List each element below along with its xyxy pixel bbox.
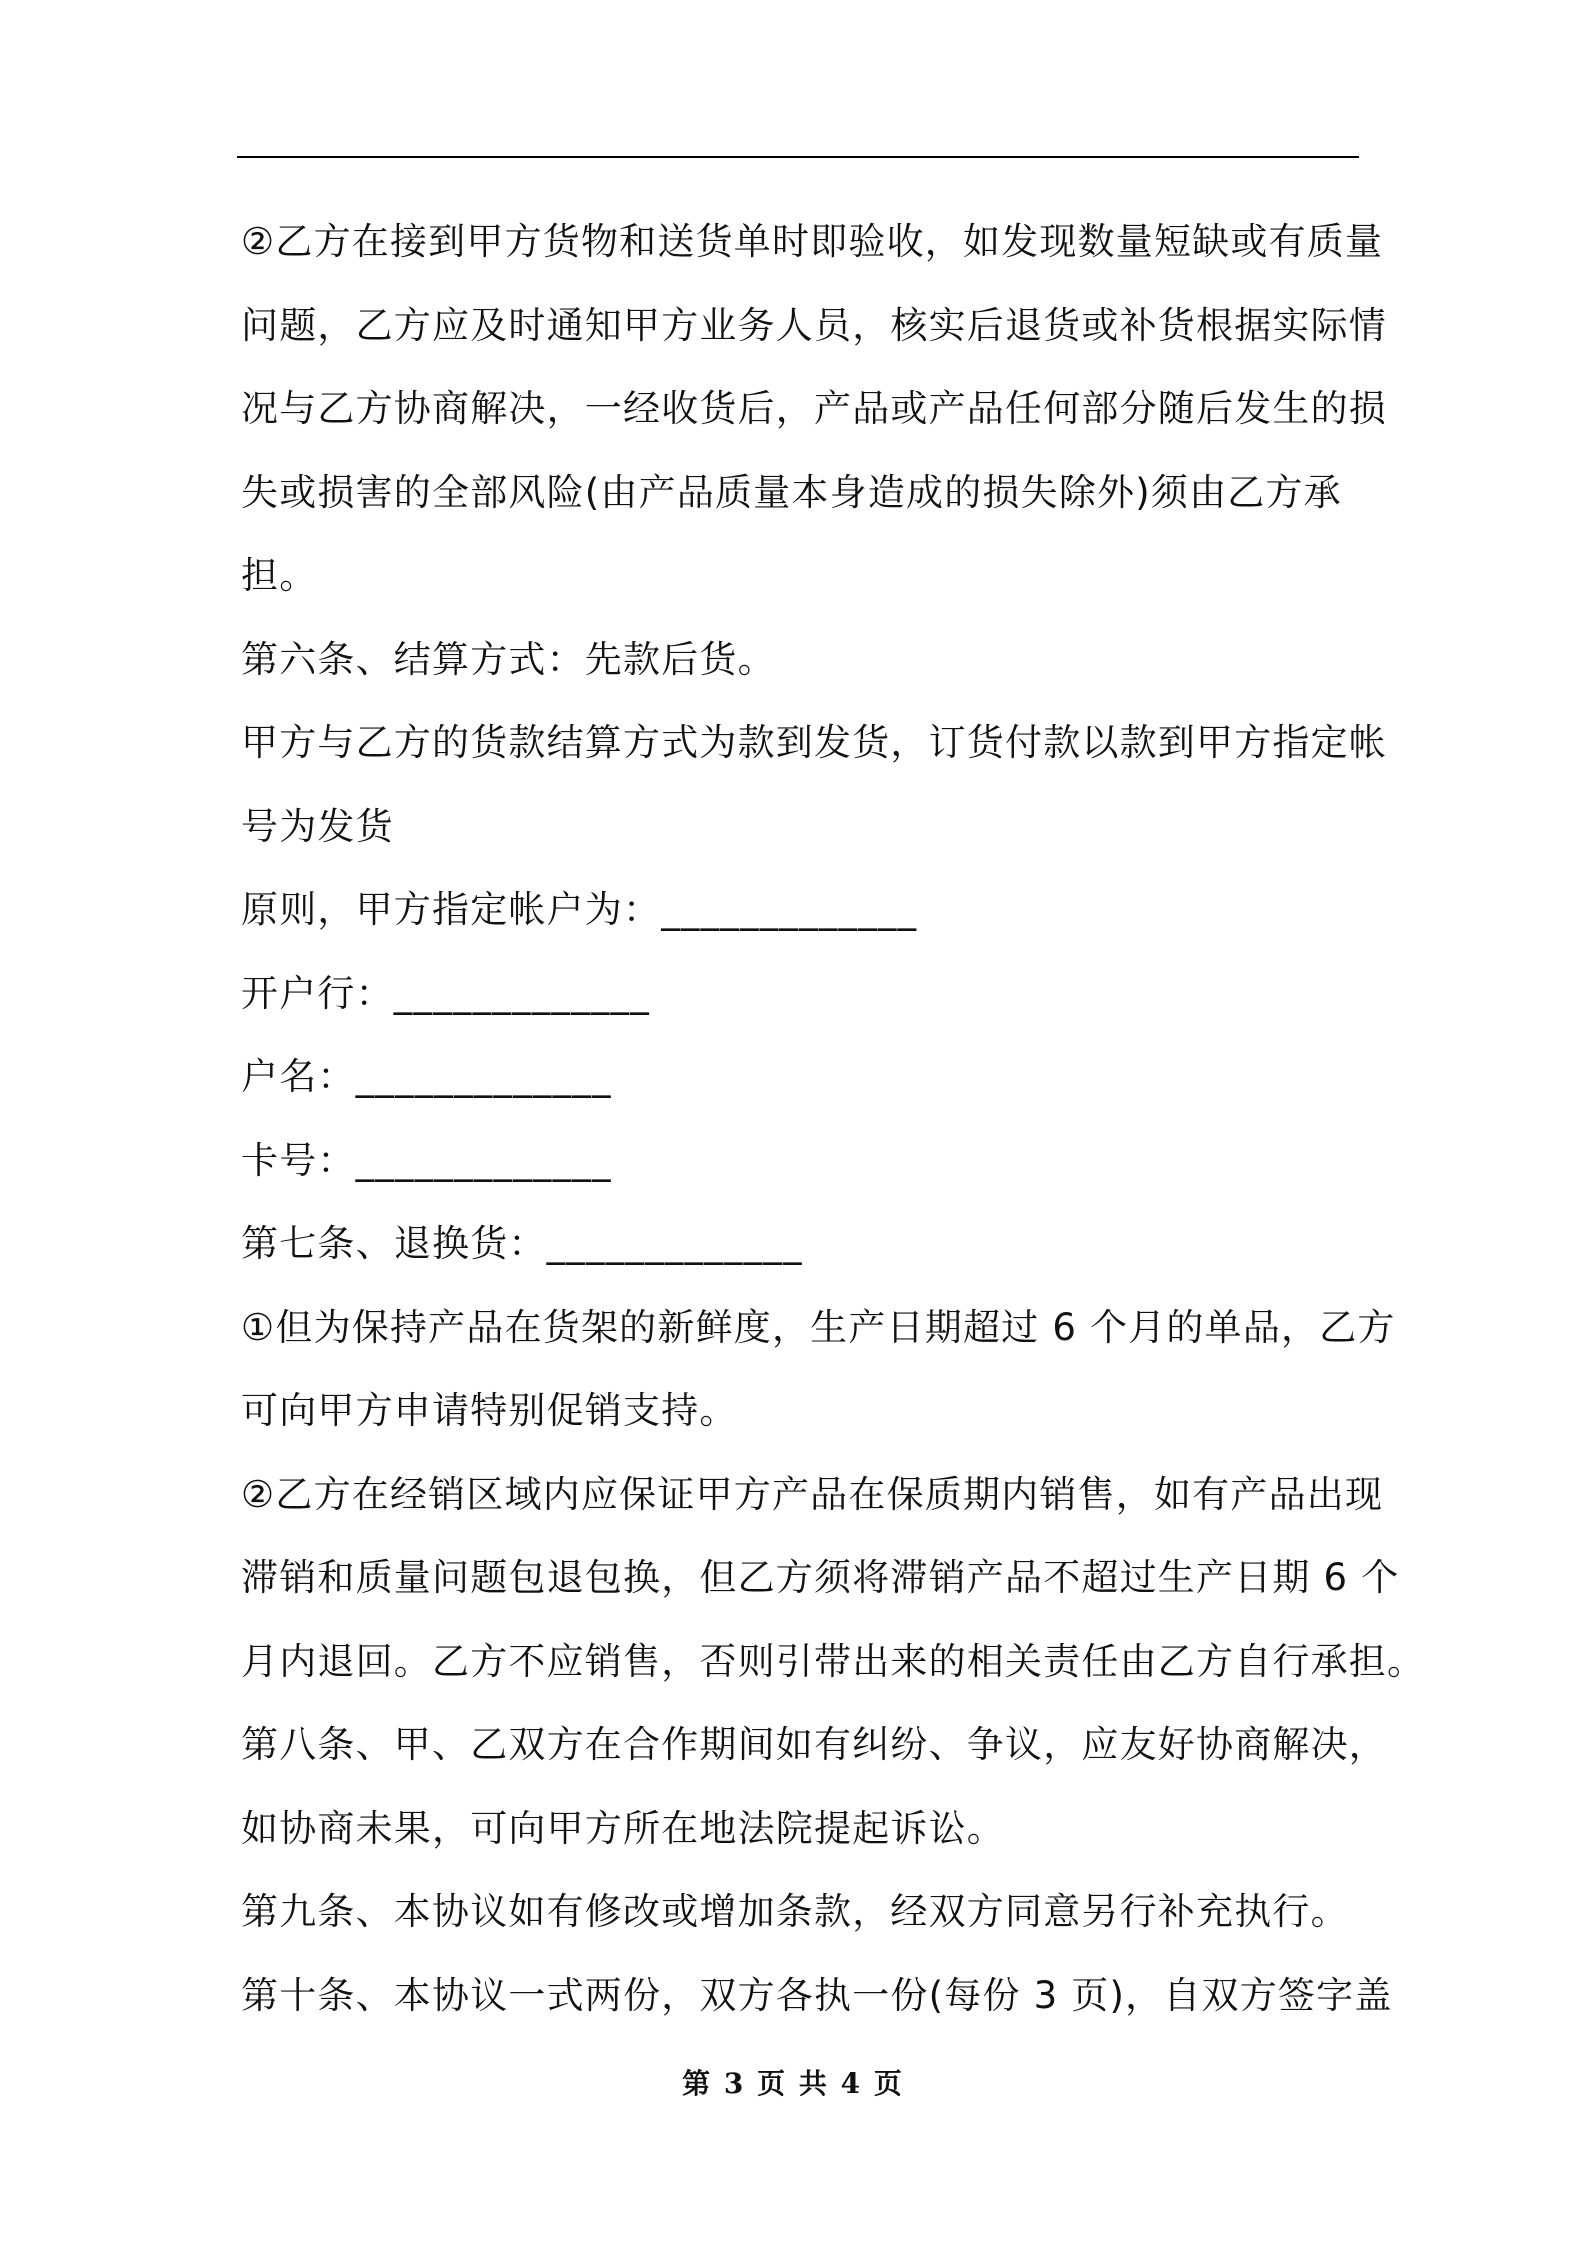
text-line: 月内退回。乙方不应销售，否则引带出来的相关责任由乙方自行承担。 — [241, 1639, 1426, 1683]
document-body — [241, 200, 1426, 2037]
text-line: ②乙方在接到甲方货物和送货单时即验收，如发现数量短缺或有质量 — [241, 220, 1384, 263]
text-line: 问题，乙方应及时通知甲方业务人员，核实后退货或补货根据实际情 — [241, 303, 1387, 347]
text-line: 失或损害的全部风险(由产品质量本身造成的损失除外)须由乙方承 — [241, 470, 1342, 514]
bank-field-line: 开户行：_____________ — [241, 971, 650, 1015]
text-line: 号为发货 — [241, 804, 394, 848]
text-line: 如协商未果，可向甲方所在地法院提起诉讼。 — [241, 1806, 1005, 1850]
text-line: 甲方与乙方的货款结算方式为款到发货，订货付款以款到甲方指定帐 — [241, 721, 1387, 764]
text-line: ①但为保持产品在货架的新鲜度，生产日期超过 6 个月的单品，乙方 — [241, 1305, 1396, 1349]
header-rule — [237, 156, 1359, 158]
text-line: 滞销和质量问题包退包换，但乙方须将滞销产品不超过生产日期 6 个 — [241, 1556, 1400, 1599]
account-name-field-line: 户名：_____________ — [241, 1055, 612, 1098]
article-10-line: 第十条、本协议一式两份，双方各执一份(每份 3 页)，自双方签字盖 — [241, 1973, 1393, 2017]
page-number-footer: 第 3 页 共 4 页 — [682, 2067, 904, 2100]
card-number-field-line: 卡号：_____________ — [241, 1138, 612, 1182]
text-line: 担。 — [241, 554, 318, 597]
account-field-line: 原则，甲方指定帐户为：_____________ — [241, 888, 918, 931]
article-9-line: 第九条、本协议如有修改或增加条款，经双方同意另行补充执行。 — [241, 1890, 1349, 1933]
text-line: 可向甲方申请特别促销支持。 — [241, 1389, 738, 1432]
article-8-line: 第八条、甲、乙双方在合作期间如有纠纷、争议，应友好协商解决， — [241, 1723, 1387, 1766]
article-6-heading: 第六条、结算方式：先款后货。 — [241, 637, 776, 681]
text-line: 况与乙方协商解决，一经收货后，产品或产品任何部分随后发生的损 — [241, 387, 1387, 430]
article-7-heading: 第七条、退换货：_____________ — [241, 1222, 803, 1265]
text-line: ②乙方在经销区域内应保证甲方产品在保质期内销售，如有产品出现 — [241, 1472, 1384, 1516]
